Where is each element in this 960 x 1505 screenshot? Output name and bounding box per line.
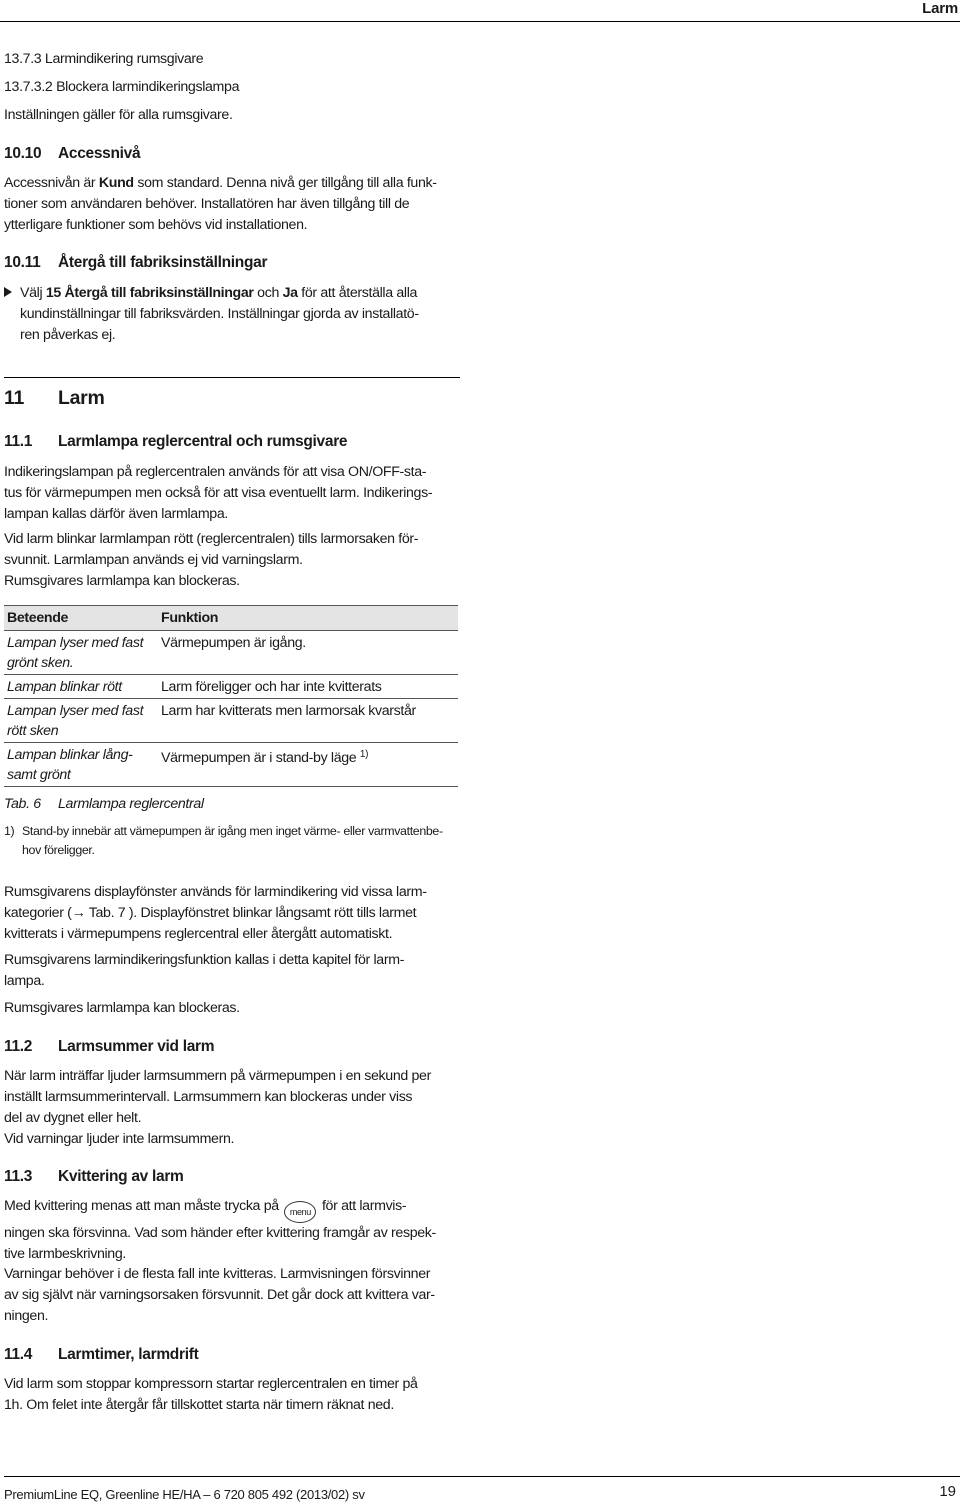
text-run: Välj — [20, 285, 46, 301]
text-run-bold: 15 Återgå till fabriksinställningar — [45, 285, 254, 301]
heading-10-10 — [4, 145, 460, 163]
heading-11-2 — [4, 1038, 460, 1056]
table-row — [4, 675, 458, 699]
behavior-cell — [4, 699, 158, 743]
behavior-cell — [4, 631, 158, 675]
bullet-10-11 — [4, 283, 419, 346]
text-line: Vid larm som stoppar kompressorn startar reglercentralen en timer på — [4, 1376, 418, 1392]
heading-title: Larmsummer vid larm — [58, 1038, 215, 1055]
chapter-number: 11 — [4, 387, 25, 409]
paragraph-11-3-b — [4, 1264, 460, 1327]
text-line: Rumsgivarens larmindikeringsfunktion kallas i detta kapitel för larm- — [4, 952, 405, 968]
text-run: Tab. 7 ). Displayfönstret blinkar långsamt rött tills larmet — [85, 905, 417, 921]
text-run-bold: Kund — [98, 175, 134, 191]
table-row — [4, 699, 458, 743]
paragraph-11-2 — [4, 1066, 460, 1150]
header-rule — [0, 21, 960, 22]
paragraph-display-3: Rumsgivares larmlampa kan blockeras. — [4, 1000, 240, 1016]
text-line: Indikeringslampan på reglercentralen används för att visa ON/OFF-sta- — [4, 464, 427, 480]
text-line: lampan kallas därför även larmlampa. — [4, 506, 228, 522]
text-line: Varningar behöver i de flesta fall inte kvitteras. Larmvisningen försvinner — [4, 1266, 431, 1282]
text-line: När larm inträffar ljuder larmsummern på värmepumpen i en sekund per — [4, 1068, 431, 1084]
heading-11-4 — [4, 1346, 460, 1364]
heading-number: 11.4 — [4, 1346, 33, 1363]
chapter-rule — [4, 377, 460, 378]
function-cell — [158, 743, 458, 787]
cell-text: Värmepumpen är i stand-by läge — [161, 750, 360, 766]
heading-11-1 — [4, 433, 460, 451]
page-header-title: Larm — [922, 0, 958, 17]
menu-button-icon: menu — [284, 1201, 316, 1223]
footnote-ref: 1) — [359, 749, 369, 760]
cell-line: Lampan blinkar rött — [7, 679, 122, 695]
text-line: ren påverkas ej. — [20, 327, 116, 343]
text-run: Accessnivån är — [4, 175, 99, 191]
paragraph-display — [4, 882, 460, 945]
text-run: kategorier ( — [4, 905, 72, 921]
text-line: ningen. — [4, 1308, 49, 1324]
text-line: ningen ska försvinna. Vad som händer efter kvittering framgår av respek- — [4, 1225, 436, 1241]
heading-11-3 — [4, 1168, 460, 1186]
chapter-heading-11 — [4, 387, 104, 410]
function-cell: Larm har kvitterats men larmorsak kvarstår — [158, 699, 458, 743]
text-run: för att larmvis- — [321, 1198, 407, 1214]
text-line: Vid varningar ljuder inte larmsummern. — [4, 1131, 235, 1147]
text-run: Med kvittering menas att man måste trycka på — [4, 1198, 279, 1214]
heading-title: Återgå till fabriksinställningar — [58, 254, 268, 271]
cell-line: rött sken — [7, 723, 59, 739]
cell-line: grönt sken. — [7, 655, 74, 671]
heading-title: Larmlampa reglercentral och rumsgivare — [58, 433, 348, 450]
heading-number: 11.3 — [4, 1168, 33, 1185]
cell-line: Lampan blinkar lång- — [7, 747, 133, 763]
text-line: av sig självt när varningsorsaken försvunnit. Det går dock att kvittera var- — [4, 1287, 435, 1303]
heading-number: 10.11 — [4, 254, 41, 271]
column-header-behavior: Beteende — [4, 606, 158, 631]
heading-number: 11.2 — [4, 1038, 33, 1055]
text-run: och — [253, 285, 283, 301]
cross-reference-arrow-icon: → — [71, 905, 86, 921]
behavior-cell — [4, 743, 158, 787]
footnote-mark: 1) — [4, 824, 15, 838]
cell-line: Lampan lyser med fast — [7, 703, 144, 719]
caption-number: Tab. 6 — [4, 796, 41, 812]
text-line: Rumsgivares larmlampa kan blockeras. — [4, 573, 240, 589]
bullet-arrow-icon — [4, 287, 12, 297]
paragraph-10-10 — [4, 173, 460, 236]
alarm-lamp-table — [4, 605, 458, 787]
footer-rule — [4, 1476, 960, 1477]
text-run: för att återställa alla — [297, 285, 418, 301]
function-cell: Larm föreligger och har inte kvitterats — [158, 675, 458, 699]
caption-text: Larmlampa reglercentral — [58, 796, 204, 812]
footer-document-id: PremiumLine EQ, Greenline HE/HA – 6 720 805 492 (2013/02) sv — [4, 1487, 365, 1502]
table-header-row — [4, 606, 458, 631]
cell-line: samt grönt — [7, 767, 71, 783]
paragraph-display-2 — [4, 950, 460, 992]
text-line: tioner som användaren behöver. Installatören har även tillgång till de — [4, 196, 410, 212]
paragraph-11-3 — [4, 1196, 460, 1265]
heading-number: 11.1 — [4, 433, 33, 450]
page-number: 19 — [939, 1483, 956, 1500]
chapter-title: Larm — [58, 387, 105, 409]
text-line: 1h. Om felet inte återgår får tillskottet starta när timern räknat ned. — [4, 1397, 394, 1413]
heading-title: Accessnivå — [58, 145, 141, 162]
text-run: som standard. Denna nivå ger tillgång till alla funk- — [133, 175, 437, 191]
text-line: Stand-by innebär att vämepumpen är igång men inget värme- eller varmvattenbe- — [22, 824, 443, 838]
text-run-bold: Ja — [282, 285, 298, 301]
text-line: del av dygnet eller helt. — [4, 1110, 142, 1126]
text-line: Rumsgivarens displayfönster används för larmindikering vid vissa larm- — [4, 884, 427, 900]
table-row — [4, 743, 458, 787]
paragraph-11-4 — [4, 1374, 460, 1416]
text-line: inställt larmsummerintervall. Larmsummern kan blockeras under viss — [4, 1089, 413, 1105]
text-line: ytterligare funktioner som behövs vid installationen. — [4, 217, 308, 233]
text-line: tus för värmepumpen men också för att visa eventuellt larm. Indikerings- — [4, 485, 433, 501]
heading-title: Kvittering av larm — [58, 1168, 184, 1185]
paragraph-13-7-3-2: Inställningen gäller för alla rumsgivare. — [4, 107, 233, 123]
text-line: kvitterats i värmepumpens reglercentral eller återgått automatiskt. — [4, 926, 393, 942]
heading-title: Larmtimer, larmdrift — [58, 1346, 199, 1363]
heading-13-7-3: 13.7.3 Larmindikering rumsgivare — [4, 51, 204, 67]
table-footnote — [4, 822, 443, 860]
paragraph-11-1-a — [4, 462, 460, 525]
heading-number: 10.10 — [4, 145, 42, 162]
text-line: Vid larm blinkar larmlampan rött (reglercentralen) tills larmorsaken för- — [4, 531, 419, 547]
table-caption — [4, 794, 204, 815]
text-line: hov föreligger. — [22, 843, 95, 857]
cell-line: Lampan lyser med fast — [7, 635, 144, 651]
text-line: tive larmbeskrivning. — [4, 1246, 126, 1262]
heading-13-7-3-2: 13.7.3.2 Blockera larmindikeringslampa — [4, 79, 240, 95]
column-header-function: Funktion — [158, 606, 458, 631]
function-cell: Värmepumpen är igång. — [158, 631, 458, 675]
text-line: svunnit. Larmlampan används ej vid varningslarm. — [4, 552, 303, 568]
paragraph-11-1-b — [4, 529, 460, 592]
text-line: lampa. — [4, 973, 45, 989]
table-row — [4, 631, 458, 675]
behavior-cell — [4, 675, 158, 699]
text-line: kundinställningar till fabriksvärden. Inställningar gjorda av installatö- — [20, 306, 419, 322]
heading-10-11 — [4, 254, 460, 272]
